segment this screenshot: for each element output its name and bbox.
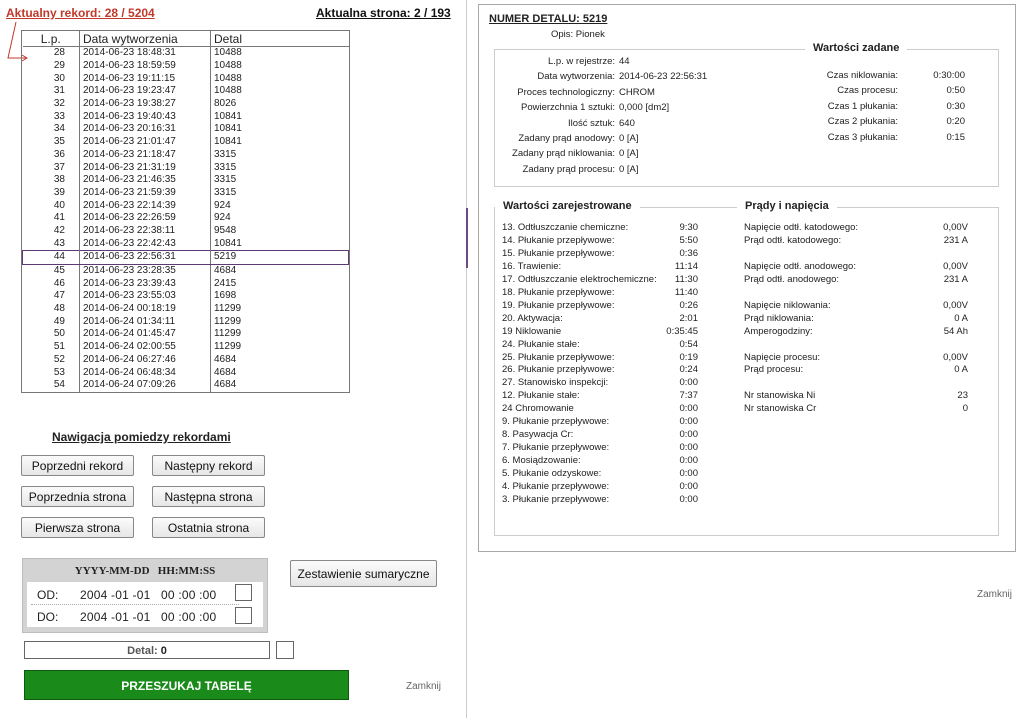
registered-value: 11:30 xyxy=(674,273,698,285)
cell-lp: 53 xyxy=(53,366,65,378)
current-label: Prąd odtł. anodowego: xyxy=(744,273,840,285)
cell-date: 2014-06-24 07:09:26 xyxy=(80,379,211,392)
registered-value: 0:00 xyxy=(679,468,698,480)
info-value: 0 [A] xyxy=(619,133,639,144)
cell-lp: 37 xyxy=(53,161,65,173)
cell-detail: 10488 xyxy=(211,85,349,98)
current-label: Nr stanowiska Ni xyxy=(744,390,816,402)
registered-label: 15. Płukanie przepływowe: xyxy=(502,247,615,259)
registered-label: 20. Aktywacja: xyxy=(502,312,563,324)
detail-info-fieldset xyxy=(494,42,999,187)
detail-card xyxy=(478,4,1016,552)
cell-date: 2014-06-23 22:42:43 xyxy=(80,237,211,250)
current-label: Napięcie odtł. anodowego: xyxy=(744,260,856,272)
registered-value: 0:35:45 xyxy=(666,325,698,337)
from-date-checkbox[interactable] xyxy=(235,584,252,601)
registered-label: 6. Mosiądzowanie: xyxy=(502,455,581,467)
next-record-button[interactable]: Następny rekord xyxy=(152,455,265,476)
date-range-fields xyxy=(27,582,263,627)
cell-date: 2014-06-24 06:48:34 xyxy=(80,366,211,379)
info-label: Ilość sztuk: xyxy=(568,117,615,129)
info-label: Data wytworzenia: xyxy=(537,71,615,83)
detail-filter-value[interactable]: 0 xyxy=(160,645,167,657)
registered-label: 24 Chromowanie xyxy=(502,403,574,415)
table-row[interactable] xyxy=(23,212,349,225)
cell-date: 2014-06-23 21:59:39 xyxy=(80,187,211,200)
info-value: CHROM xyxy=(619,86,655,98)
registered-label: 19. Płukanie przepływowe: xyxy=(502,299,615,311)
info-value: 0,000 [dm2] xyxy=(619,102,670,114)
cell-detail: 10841 xyxy=(211,136,349,149)
current-record-label: Aktualny rekord: 28 / 5204 xyxy=(6,6,155,20)
cell-lp: 32 xyxy=(53,98,65,110)
table-row[interactable] xyxy=(23,72,349,85)
cell-date: 2014-06-23 20:16:31 xyxy=(80,123,211,136)
cell-date: 2014-06-23 21:18:47 xyxy=(80,149,211,162)
cell-detail: 11299 xyxy=(211,328,349,341)
cell-detail: 10488 xyxy=(211,60,349,73)
records-table xyxy=(21,30,350,393)
table-row[interactable] xyxy=(23,85,349,98)
table-row[interactable] xyxy=(23,47,349,60)
registered-label: 14. Płukanie przepływowe: xyxy=(502,234,615,246)
current-page-label: Aktualna strona: 2 / 193 xyxy=(316,6,451,20)
cell-detail: 11299 xyxy=(211,315,349,328)
current-value: 231 A xyxy=(943,273,968,285)
registered-value: 9:30 xyxy=(679,222,698,233)
cell-detail: 10841 xyxy=(211,110,349,123)
registered-value: 11:40 xyxy=(674,286,698,298)
cell-detail: 1698 xyxy=(211,290,349,303)
last-page-button[interactable]: Ostatnia strona xyxy=(152,517,265,538)
cell-detail: 11299 xyxy=(211,303,349,316)
from-date-input[interactable]: 2004 -01 -01 00 :00 :00 xyxy=(80,588,217,602)
current-value: 0,00V xyxy=(943,260,968,272)
cell-date: 2014-06-24 01:45:47 xyxy=(80,328,211,341)
cell-date: 2014-06-23 22:56:31 xyxy=(80,251,211,265)
table-row[interactable] xyxy=(23,60,349,73)
registered-label: 17. Odtłuszczanie elektrochemiczne: xyxy=(502,273,657,285)
registered-value: 0:00 xyxy=(679,403,698,415)
current-value: 0,00V xyxy=(943,299,968,311)
first-page-button[interactable]: Pierwsza strona xyxy=(21,517,134,538)
cell-lp: 33 xyxy=(53,110,65,122)
date-range-filter xyxy=(22,558,268,633)
cell-lp: 49 xyxy=(53,315,65,327)
column-header-date[interactable]: Data wytworzenia xyxy=(80,31,211,47)
to-label: DO: xyxy=(37,610,59,624)
cell-detail: 3315 xyxy=(211,161,349,174)
table-row[interactable] xyxy=(23,98,349,111)
registered-label: 26. Płukanie przepływowe: xyxy=(502,364,615,376)
registered-label: 4. Płukanie przepływowe: xyxy=(502,481,610,492)
cell-detail: 5219 xyxy=(211,251,349,265)
registered-value: 2:01 xyxy=(679,312,698,324)
search-table-button[interactable]: PRZESZUKAJ TABELĘ xyxy=(24,670,349,700)
info-label: Powierzchnia 1 sztuki: xyxy=(521,102,615,114)
cell-lp: 40 xyxy=(53,199,65,211)
current-label: Prąd procesu: xyxy=(744,364,804,376)
registered-label: 18. Płukanie przepływowe: xyxy=(502,286,615,298)
current-value: 0 A xyxy=(954,312,968,324)
registered-value: 0:24 xyxy=(679,364,698,376)
prev-record-button[interactable]: Poprzedni rekord xyxy=(21,455,134,476)
cell-detail: 4684 xyxy=(211,264,349,277)
cell-lp: 38 xyxy=(53,174,65,186)
current-value: 0,00V xyxy=(943,351,968,363)
current-label: Prąd niklowania: xyxy=(744,312,814,324)
from-label: OD: xyxy=(37,588,59,602)
cell-detail: 4684 xyxy=(211,366,349,379)
info-label: L.p. w rejestrze: xyxy=(547,56,615,67)
table-row[interactable] xyxy=(23,366,349,379)
cell-detail: 8026 xyxy=(211,98,349,111)
table-row[interactable] xyxy=(23,341,349,354)
table-row[interactable] xyxy=(23,161,349,174)
cell-lp: 43 xyxy=(53,237,65,249)
cell-date: 2014-06-23 22:14:39 xyxy=(80,199,211,212)
cell-detail: 11299 xyxy=(211,341,349,354)
cell-date: 2014-06-23 18:48:31 xyxy=(80,47,211,60)
current-label: Amperogodziny: xyxy=(744,325,813,337)
cell-date: 2014-06-23 21:01:47 xyxy=(80,136,211,149)
table-row[interactable] xyxy=(23,251,349,265)
current-label: Napięcie procesu: xyxy=(744,351,821,363)
cell-detail: 4684 xyxy=(211,379,349,392)
registered-label: 24. Płukanie stałe: xyxy=(502,338,580,350)
cell-detail: 3315 xyxy=(211,187,349,200)
cell-lp: 47 xyxy=(53,290,65,302)
table-row[interactable] xyxy=(23,174,349,187)
detail-description: Opis: Pionek xyxy=(551,29,605,40)
current-label: Prąd odtł. katodowego: xyxy=(744,234,842,246)
column-header-lp[interactable]: L.p. xyxy=(23,31,80,47)
registered-value: 0:00 xyxy=(679,377,698,389)
set-value-label: Czas 1 płukania: xyxy=(827,100,898,112)
table-row[interactable] xyxy=(23,225,349,238)
current-label: Napięcie odtł. katodowego: xyxy=(744,222,859,233)
cell-lp: 51 xyxy=(53,341,65,353)
cell-lp: 50 xyxy=(53,328,65,340)
current-value: 0,00V xyxy=(943,222,968,233)
cell-detail: 9548 xyxy=(211,225,349,238)
registered-value: 0:00 xyxy=(679,481,698,492)
table-row[interactable] xyxy=(23,110,349,123)
to-date-input[interactable]: 2004 -01 -01 00 :00 :00 xyxy=(80,610,217,624)
cell-lp: 48 xyxy=(53,303,65,315)
current-label: Nr stanowiska Cr xyxy=(744,403,817,415)
info-value: 2014-06-23 22:56:31 xyxy=(619,71,708,83)
column-header-detail[interactable]: Detal xyxy=(211,31,349,47)
next-page-button[interactable]: Następna strona xyxy=(152,486,265,507)
table-row[interactable] xyxy=(23,303,349,316)
cell-lp: 28 xyxy=(53,47,65,59)
registered-label: 3. Płukanie przepływowe: xyxy=(502,493,610,505)
set-value-value: 0:15 xyxy=(946,131,965,143)
cell-lp: 44 xyxy=(23,251,80,265)
current-value: 231 A xyxy=(943,234,968,246)
cell-lp: 35 xyxy=(53,136,65,148)
cell-date: 2014-06-23 22:26:59 xyxy=(80,212,211,225)
registered-label: 8. Pasywacja Cr: xyxy=(502,429,574,441)
panel-divider-accent xyxy=(466,208,468,268)
table-row[interactable] xyxy=(23,136,349,149)
cell-date: 2014-06-24 01:34:11 xyxy=(80,315,211,328)
table-row[interactable] xyxy=(23,354,349,367)
table-row[interactable] xyxy=(23,149,349,162)
registered-value: 0:19 xyxy=(679,351,698,363)
set-value-value: 0:20 xyxy=(946,116,965,128)
info-value: 0 [A] xyxy=(619,148,639,160)
registered-label: 13. Odtłuszczanie chemiczne: xyxy=(502,222,629,233)
info-label: Zadany prąd niklowania: xyxy=(512,148,615,160)
cell-date: 2014-06-23 23:55:03 xyxy=(80,290,211,303)
cell-lp: 31 xyxy=(53,85,65,97)
info-label: Proces technologiczny: xyxy=(517,86,615,98)
cell-lp: 29 xyxy=(53,60,65,72)
registered-label: 12. Płukanie stałe: xyxy=(502,390,580,402)
cell-lp: 42 xyxy=(53,224,65,236)
registered-values-title: Wartości zarejestrowane xyxy=(495,200,640,212)
cell-detail: 10841 xyxy=(211,237,349,250)
info-value: 0 [A] xyxy=(619,163,639,175)
navigation-title: Nawigacja pomiedzy rekordami xyxy=(52,430,231,444)
current-value: 0 xyxy=(962,403,968,415)
table-row[interactable] xyxy=(23,328,349,341)
info-label: Zadany prąd anodowy: xyxy=(518,133,615,144)
cell-detail: 924 xyxy=(211,212,349,225)
detail-number-title: NUMER DETALU: 5219 xyxy=(489,13,608,25)
set-values-title: Wartości zadane xyxy=(805,42,907,54)
cell-lp: 45 xyxy=(53,265,65,277)
cell-date: 2014-06-23 19:11:15 xyxy=(80,72,211,85)
detail-filter-label: Detal: xyxy=(127,645,158,657)
cell-detail: 3315 xyxy=(211,174,349,187)
registered-value: 0:26 xyxy=(679,299,698,311)
set-value-label: Czas 2 płukania: xyxy=(827,116,898,128)
records-panel xyxy=(0,0,470,718)
registered-value: 7:37 xyxy=(679,390,698,402)
cell-date: 2014-06-23 23:28:35 xyxy=(80,264,211,277)
registered-value: 0:54 xyxy=(679,338,698,350)
cell-lp: 30 xyxy=(53,72,65,84)
summary-report-button[interactable]: Zestawienie sumaryczne xyxy=(290,560,437,587)
detail-filter-field[interactable] xyxy=(24,641,270,659)
close-link-left[interactable]: Zamknij xyxy=(406,681,442,692)
cell-lp: 54 xyxy=(53,379,65,391)
registered-label: 7. Płukanie przepływowe: xyxy=(502,442,610,454)
registered-value: 5:50 xyxy=(679,234,698,246)
registered-label: 5. Płukanie odzyskowe: xyxy=(502,468,602,480)
date-format-header: YYYY-MM-DD HH:MM:SS xyxy=(74,565,216,577)
cell-lp: 52 xyxy=(53,353,65,365)
cell-date: 2014-06-24 06:27:46 xyxy=(80,354,211,367)
table-row[interactable] xyxy=(23,199,349,212)
cell-date: 2014-06-23 19:38:27 xyxy=(80,98,211,111)
cell-detail: 2415 xyxy=(211,277,349,290)
table-row[interactable] xyxy=(23,277,349,290)
cell-date: 2014-06-23 18:59:59 xyxy=(80,60,211,73)
cell-lp: 39 xyxy=(53,186,65,198)
cell-detail: 924 xyxy=(211,199,349,212)
info-label: Zadany prąd procesu: xyxy=(522,163,615,175)
cell-detail: 10488 xyxy=(211,47,349,60)
cell-detail: 10488 xyxy=(211,72,349,85)
registered-label: 27. Stanowisko inspekcji: xyxy=(502,377,609,389)
table-row[interactable] xyxy=(23,123,349,136)
table-header-row xyxy=(23,31,349,47)
registered-label: 9. Płukanie przepływowe: xyxy=(502,416,610,428)
cell-date: 2014-06-23 23:39:43 xyxy=(80,277,211,290)
set-value-value: 0:50 xyxy=(946,85,965,97)
registered-value: 0:36 xyxy=(679,247,698,259)
cell-date: 2014-06-23 21:31:19 xyxy=(80,161,211,174)
cell-lp: 46 xyxy=(53,277,65,289)
set-value-label: Czas 3 płukania: xyxy=(827,131,898,143)
registered-value: 0:00 xyxy=(679,442,698,454)
cell-detail: 4684 xyxy=(211,354,349,367)
registered-value: 0:00 xyxy=(679,455,698,467)
set-value-label: Czas niklowania: xyxy=(826,70,898,81)
table-row[interactable] xyxy=(23,379,349,392)
cell-detail: 3315 xyxy=(211,149,349,162)
set-value-value: 0:30 xyxy=(946,100,965,112)
cell-date: 2014-06-24 02:00:55 xyxy=(80,341,211,354)
panel-divider xyxy=(466,0,467,718)
prev-page-button[interactable]: Poprzednia strona xyxy=(21,486,134,507)
table-row[interactable] xyxy=(23,187,349,200)
currents-title: Prądy i napięcia xyxy=(737,200,837,212)
info-value: 44 xyxy=(619,56,630,67)
info-value: 640 xyxy=(619,117,635,129)
registered-value: 0:00 xyxy=(679,416,698,428)
cell-date: 2014-06-23 19:40:43 xyxy=(80,110,211,123)
cell-lp: 41 xyxy=(53,212,65,224)
table-row[interactable] xyxy=(23,264,349,277)
registered-label: 16. Trawienie: xyxy=(502,260,562,272)
cell-detail: 10841 xyxy=(211,123,349,136)
current-label: Napięcie niklowania: xyxy=(744,299,831,311)
table-row[interactable] xyxy=(23,237,349,250)
registered-value: 0:00 xyxy=(679,429,698,441)
to-date-checkbox[interactable] xyxy=(235,607,252,624)
current-value: 0 A xyxy=(954,364,968,376)
registered-value: 0:00 xyxy=(679,493,698,505)
cell-lp: 34 xyxy=(53,123,65,135)
detail-filter-checkbox[interactable] xyxy=(276,641,294,659)
current-value: 54 Ah xyxy=(943,325,968,337)
table-row[interactable] xyxy=(23,290,349,303)
current-value: 23 xyxy=(957,390,968,402)
registered-label: 19 Niklowanie xyxy=(502,325,562,337)
cell-lp: 36 xyxy=(53,148,65,160)
cell-date: 2014-06-23 22:38:11 xyxy=(80,225,211,238)
table-row[interactable] xyxy=(23,315,349,328)
set-value-value: 0:30:00 xyxy=(933,70,965,81)
set-value-label: Czas procesu: xyxy=(837,85,898,97)
registered-value: 11:14 xyxy=(674,260,698,272)
close-link-right[interactable]: Zamknij xyxy=(977,589,1013,600)
registered-label: 25. Płukanie przepływowe: xyxy=(502,351,615,363)
cell-date: 2014-06-23 19:23:47 xyxy=(80,85,211,98)
cell-date: 2014-06-24 00:18:19 xyxy=(80,303,211,316)
registered-values-fieldset xyxy=(494,200,999,536)
cell-date: 2014-06-23 21:46:35 xyxy=(80,174,211,187)
